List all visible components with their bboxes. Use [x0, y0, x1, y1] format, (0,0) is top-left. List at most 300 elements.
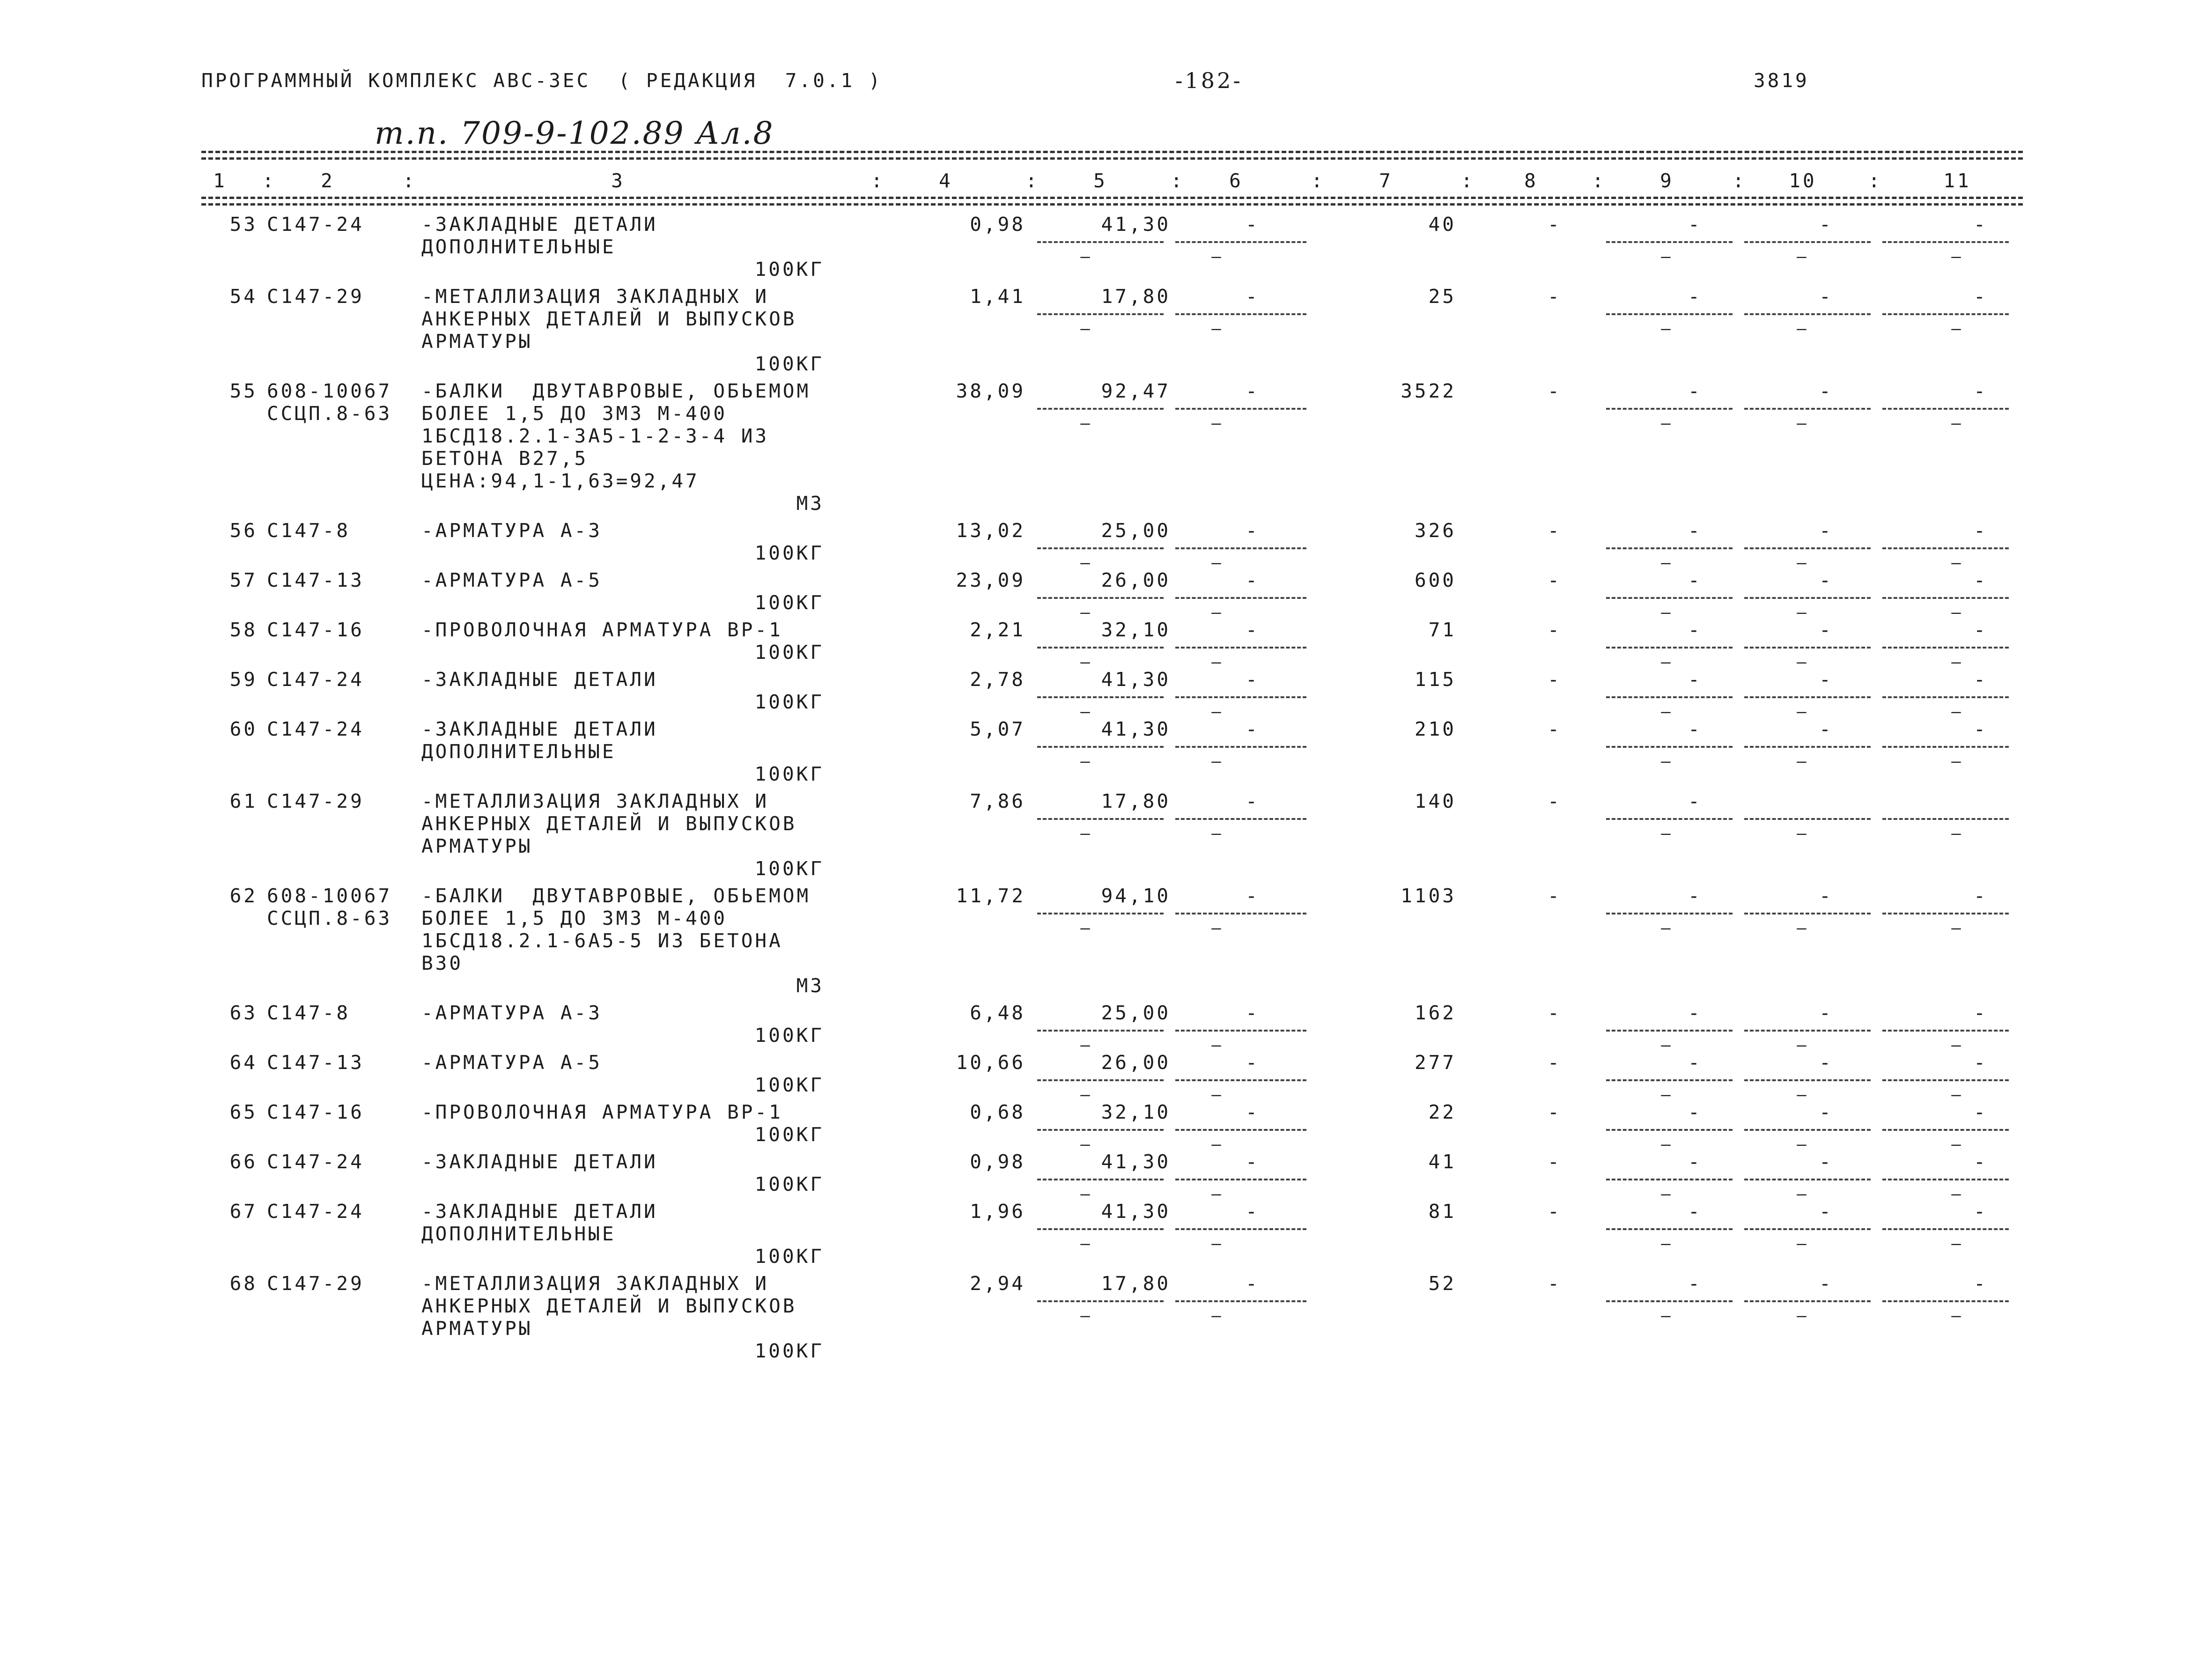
unit-of-measure: 100КГ	[754, 542, 824, 564]
unit-price: 41,30	[1101, 213, 1171, 236]
subtotal-dash-line	[1037, 597, 1164, 599]
subtotal-dash-line	[1606, 696, 1733, 698]
quantity: 0,98	[970, 1150, 1025, 1173]
column-6-value: -	[1246, 1101, 1260, 1123]
subtotal-dash-line	[1037, 913, 1164, 914]
empty-subvalue-mark: ‒	[1661, 1234, 1673, 1253]
empty-subvalue-mark: ‒	[1080, 603, 1092, 622]
column-8-value: -	[1548, 1272, 1562, 1295]
work-description: -ЗАКЛАДНЫЕ ДЕТАЛИ	[421, 1200, 658, 1223]
column-10-value: -	[1819, 519, 1833, 542]
empty-subvalue-mark: ‒	[1951, 653, 1963, 671]
column-header-7: 7	[1379, 170, 1393, 192]
column-9-value: -	[1688, 569, 1702, 591]
column-11-value: -	[1974, 285, 1988, 308]
total-cost: 52	[1428, 1272, 1456, 1295]
column-10-value: -	[1819, 1150, 1833, 1173]
column-header-9: 9	[1660, 170, 1674, 192]
subtotal-dash-line	[1037, 1030, 1164, 1032]
column-11-value: -	[1974, 885, 1988, 907]
work-description: ДОПОЛНИТЕЛЬНЫЕ	[421, 1223, 616, 1245]
empty-subvalue-mark: ‒	[1211, 702, 1224, 721]
column-10-value: -	[1819, 380, 1833, 402]
quantity: 13,02	[956, 519, 1025, 542]
total-cost: 162	[1414, 1002, 1456, 1024]
column-8-value: -	[1548, 569, 1562, 591]
rate-code: С147-8	[267, 1002, 351, 1024]
unit-price: 17,80	[1101, 1272, 1171, 1295]
rate-code: С147-8	[267, 519, 351, 542]
work-description: БОЛЕЕ 1,5 ДО 3М3 М-400	[421, 907, 728, 929]
unit-of-measure: 100КГ	[754, 1173, 824, 1195]
empty-subvalue-mark: ‒	[1661, 752, 1673, 771]
column-10-value: -	[1819, 668, 1833, 691]
work-description: -ЗАКЛАДНЫЕ ДЕТАЛИ	[421, 718, 658, 740]
empty-subvalue-mark: ‒	[1797, 653, 1809, 671]
column-11-value: -	[1974, 1150, 1988, 1173]
empty-subvalue-mark: ‒	[1797, 1036, 1809, 1054]
header-rule-top	[201, 151, 2023, 153]
empty-subvalue-mark: ‒	[1211, 247, 1224, 266]
subtotal-dash-line	[1882, 746, 2009, 748]
work-description: ДОПОЛНИТЕЛЬНЫЕ	[421, 236, 616, 258]
empty-subvalue-mark: ‒	[1951, 414, 1963, 433]
subtotal-dash-line	[1882, 547, 2009, 549]
total-cost: 25	[1428, 285, 1456, 308]
empty-subvalue-mark: ‒	[1211, 824, 1224, 843]
work-description: -МЕТАЛЛИЗАЦИЯ ЗАКЛАДНЫХ И	[421, 285, 769, 308]
column-8-value: -	[1548, 668, 1562, 691]
rate-code: 608-10067	[267, 380, 392, 402]
unit-price: 25,00	[1101, 1002, 1171, 1024]
quantity: 0,98	[970, 213, 1025, 236]
total-cost: 22	[1428, 1101, 1456, 1123]
empty-subvalue-mark: ‒	[1080, 414, 1092, 433]
unit-price: 17,80	[1101, 285, 1171, 308]
empty-subvalue-mark: ‒	[1211, 319, 1224, 338]
column-6-value: -	[1246, 718, 1260, 740]
row-number: 60	[229, 718, 258, 740]
column-8-value: -	[1548, 1002, 1562, 1024]
column-header-10: 10	[1789, 170, 1817, 192]
subtotal-dash-line	[1882, 913, 2009, 914]
column-9-value: -	[1688, 213, 1702, 236]
subtotal-dash-line	[1882, 1228, 2009, 1230]
unit-of-measure: 100КГ	[754, 1024, 824, 1047]
column-8-value: -	[1548, 380, 1562, 402]
column-11-value: -	[1974, 569, 1988, 591]
subtotal-dash-line	[1882, 1129, 2009, 1131]
column-11-value: -	[1974, 1002, 1988, 1024]
empty-subvalue-mark: ‒	[1797, 247, 1809, 266]
empty-subvalue-mark: ‒	[1797, 319, 1809, 338]
empty-subvalue-mark: ‒	[1797, 1306, 1809, 1325]
column-separator: :	[1311, 170, 1325, 192]
unit-price: 94,10	[1101, 885, 1171, 907]
quantity: 6,48	[970, 1002, 1025, 1024]
empty-subvalue-mark: ‒	[1211, 919, 1224, 937]
subtotal-dash-line	[1175, 746, 1306, 748]
work-description: 1БСД18.2.1-3А5-1-2-3-4 ИЗ	[421, 425, 769, 447]
work-description: ЦЕНА:94,1-1,63=92,47	[421, 470, 700, 492]
empty-subvalue-mark: ‒	[1080, 919, 1092, 937]
column-header-8: 8	[1524, 170, 1538, 192]
empty-subvalue-mark: ‒	[1951, 1135, 1963, 1154]
column-8-value: -	[1548, 1101, 1562, 1123]
program-title: ПРОГРАММНЫЙ КОМПЛЕКС АВС-3ЕС ( РЕДАКЦИЯ 7.0.1 )	[201, 69, 883, 92]
empty-subvalue-mark: ‒	[1661, 1135, 1673, 1154]
empty-subvalue-mark: ‒	[1211, 1234, 1224, 1253]
unit-of-measure: 100КГ	[754, 258, 824, 280]
column-9-value: -	[1688, 519, 1702, 542]
subtotal-dash-line	[1606, 408, 1733, 410]
column-separator: :	[403, 170, 417, 192]
sheet-number: 3819	[1754, 69, 1809, 92]
work-description: АРМАТУРЫ	[421, 835, 533, 857]
header-rule-bottom	[201, 197, 2023, 199]
subtotal-dash-line	[1606, 313, 1733, 315]
subtotal-dash-line	[1037, 1300, 1164, 1302]
empty-subvalue-mark: ‒	[1951, 603, 1963, 622]
rate-code: С147-16	[267, 1101, 364, 1123]
rate-code: С147-13	[267, 1051, 364, 1074]
column-8-value: -	[1548, 213, 1562, 236]
quantity: 0,68	[970, 1101, 1025, 1123]
row-number: 54	[229, 285, 258, 308]
page-number: -182-	[1175, 68, 1243, 93]
subtotal-dash-line	[1037, 1129, 1164, 1131]
empty-subvalue-mark: ‒	[1797, 702, 1809, 721]
column-6-value: -	[1246, 285, 1260, 308]
subtotal-dash-line	[1606, 1228, 1733, 1230]
unit-price: 41,30	[1101, 668, 1171, 691]
total-cost: 81	[1428, 1200, 1456, 1223]
rate-code: С147-29	[267, 285, 364, 308]
column-6-value: -	[1246, 1200, 1260, 1223]
unit-price: 17,80	[1101, 790, 1171, 812]
column-6-value: -	[1246, 885, 1260, 907]
empty-subvalue-mark: ‒	[1661, 1185, 1673, 1203]
subtotal-dash-line	[1037, 746, 1164, 748]
subtotal-dash-line	[1606, 1079, 1733, 1081]
empty-subvalue-mark: ‒	[1797, 1085, 1809, 1104]
subtotal-dash-line	[1037, 313, 1164, 315]
unit-of-measure: 100КГ	[754, 1245, 824, 1268]
column-10-value: -	[1819, 1051, 1833, 1074]
empty-subvalue-mark: ‒	[1080, 1085, 1092, 1104]
subtotal-dash-line	[1175, 696, 1306, 698]
subtotal-dash-line	[1882, 408, 2009, 410]
work-description: ДОПОЛНИТЕЛЬНЫЕ	[421, 740, 616, 763]
row-number: 59	[229, 668, 258, 691]
subtotal-dash-line	[1037, 1179, 1164, 1180]
subtotal-dash-line	[1744, 1129, 1871, 1131]
column-6-value: -	[1246, 668, 1260, 691]
rate-code: С147-29	[267, 1272, 364, 1295]
unit-price: 92,47	[1101, 380, 1171, 402]
unit-of-measure: М3	[796, 974, 824, 997]
row-number: 55	[229, 380, 258, 402]
empty-subvalue-mark: ‒	[1797, 1135, 1809, 1154]
empty-subvalue-mark: ‒	[1797, 1234, 1809, 1253]
rate-code: ССЦП.8-63	[267, 402, 392, 425]
empty-subvalue-mark: ‒	[1951, 1085, 1963, 1104]
total-cost: 3522	[1401, 380, 1456, 402]
row-number: 53	[229, 213, 258, 236]
empty-subvalue-mark: ‒	[1951, 319, 1963, 338]
row-number: 64	[229, 1051, 258, 1074]
empty-subvalue-mark: ‒	[1080, 553, 1092, 572]
subtotal-dash-line	[1606, 547, 1733, 549]
empty-subvalue-mark: ‒	[1661, 1306, 1673, 1325]
subtotal-dash-line	[1882, 818, 2009, 820]
column-8-value: -	[1548, 1200, 1562, 1223]
subtotal-dash-line	[1744, 241, 1871, 243]
work-description: -АРМАТУРА А-5	[421, 569, 602, 591]
column-11-value: -	[1974, 519, 1988, 542]
work-description: -МЕТАЛЛИЗАЦИЯ ЗАКЛАДНЫХ И	[421, 790, 769, 812]
subtotal-dash-line	[1175, 1228, 1306, 1230]
subtotal-dash-line	[1175, 1030, 1306, 1032]
subtotal-dash-line	[1882, 1300, 2009, 1302]
subtotal-dash-line	[1606, 647, 1733, 649]
column-6-value: -	[1246, 619, 1260, 641]
quantity: 7,86	[970, 790, 1025, 812]
empty-subvalue-mark: ‒	[1797, 414, 1809, 433]
column-6-value: -	[1246, 1002, 1260, 1024]
column-8-value: -	[1548, 1150, 1562, 1173]
unit-of-measure: 100КГ	[754, 857, 824, 880]
column-11-value: -	[1974, 668, 1988, 691]
subtotal-dash-line	[1744, 597, 1871, 599]
empty-subvalue-mark: ‒	[1211, 603, 1224, 622]
column-8-value: -	[1548, 619, 1562, 641]
column-6-value: -	[1246, 1272, 1260, 1295]
column-10-value: -	[1819, 213, 1833, 236]
subtotal-dash-line	[1882, 313, 2009, 315]
quantity: 11,72	[956, 885, 1025, 907]
column-9-value: -	[1688, 718, 1702, 740]
work-description: -ЗАКЛАДНЫЕ ДЕТАЛИ	[421, 1150, 658, 1173]
column-separator: :	[1592, 170, 1606, 192]
document-reference: т.п. 709-9-102.89 Ал.8	[375, 115, 774, 151]
column-10-value: -	[1819, 569, 1833, 591]
subtotal-dash-line	[1744, 1079, 1871, 1081]
subtotal-dash-line	[1175, 913, 1306, 914]
row-number: 56	[229, 519, 258, 542]
subtotal-dash-line	[1882, 1079, 2009, 1081]
empty-subvalue-mark: ‒	[1951, 1036, 1963, 1054]
row-number: 57	[229, 569, 258, 591]
unit-price: 32,10	[1101, 1101, 1171, 1123]
column-header-6: 6	[1229, 170, 1243, 192]
empty-subvalue-mark: ‒	[1951, 1306, 1963, 1325]
column-11-value: -	[1974, 1200, 1988, 1223]
subtotal-dash-line	[1882, 597, 2009, 599]
column-header-1: 1	[213, 170, 227, 192]
column-9-value: -	[1688, 885, 1702, 907]
unit-of-measure: 100КГ	[754, 641, 824, 664]
column-9-value: -	[1688, 1051, 1702, 1074]
subtotal-dash-line	[1744, 746, 1871, 748]
rate-code: 608-10067	[267, 885, 392, 907]
subtotal-dash-line	[1175, 547, 1306, 549]
column-9-value: -	[1688, 1272, 1702, 1295]
empty-subvalue-mark: ‒	[1797, 1185, 1809, 1203]
column-11-value: -	[1974, 380, 1988, 402]
column-6-value: -	[1246, 519, 1260, 542]
empty-subvalue-mark: ‒	[1080, 1185, 1092, 1203]
column-6-value: -	[1246, 213, 1260, 236]
work-description: АНКЕРНЫХ ДЕТАЛЕЙ И ВЫПУСКОВ	[421, 1295, 797, 1317]
rate-code: С147-29	[267, 790, 364, 812]
total-cost: 277	[1414, 1051, 1456, 1074]
subtotal-dash-line	[1175, 408, 1306, 410]
row-number: 68	[229, 1272, 258, 1295]
subtotal-dash-line	[1606, 1179, 1733, 1180]
rate-code: ССЦП.8-63	[267, 907, 392, 929]
empty-subvalue-mark: ‒	[1661, 702, 1673, 721]
unit-price: 26,00	[1101, 1051, 1171, 1074]
column-header-11: 11	[1943, 170, 1971, 192]
column-9-value: -	[1688, 1101, 1702, 1123]
subtotal-dash-line	[1606, 818, 1733, 820]
row-number: 65	[229, 1101, 258, 1123]
column-11-value: -	[1974, 213, 1988, 236]
empty-subvalue-mark: ‒	[1211, 414, 1224, 433]
column-10-value: -	[1819, 1200, 1833, 1223]
rate-code: С147-24	[267, 1150, 364, 1173]
subtotal-dash-line	[1882, 1030, 2009, 1032]
column-separator: :	[1868, 170, 1882, 192]
column-header-4: 4	[939, 170, 953, 192]
column-10-value: -	[1819, 1101, 1833, 1123]
empty-subvalue-mark: ‒	[1797, 752, 1809, 771]
rate-code: С147-16	[267, 619, 364, 641]
empty-subvalue-mark: ‒	[1661, 1085, 1673, 1104]
column-separator: :	[1461, 170, 1475, 192]
header-rule-bottom-2	[201, 203, 2023, 206]
row-number: 61	[229, 790, 258, 812]
quantity: 2,78	[970, 668, 1025, 691]
header-rule-top-2	[201, 157, 2023, 160]
subtotal-dash-line	[1175, 818, 1306, 820]
work-description: -ПРОВОЛОЧНАЯ АРМАТУРА ВР-1	[421, 619, 783, 641]
total-cost: 1103	[1401, 885, 1456, 907]
work-description: В30	[421, 952, 464, 974]
empty-subvalue-mark: ‒	[1951, 702, 1963, 721]
quantity: 10,66	[956, 1051, 1025, 1074]
empty-subvalue-mark: ‒	[1797, 919, 1809, 937]
column-header-5: 5	[1093, 170, 1107, 192]
work-description: -АРМАТУРА А-3	[421, 1002, 602, 1024]
subtotal-dash-line	[1744, 1300, 1871, 1302]
column-10-value: -	[1819, 1272, 1833, 1295]
empty-subvalue-mark: ‒	[1080, 1234, 1092, 1253]
subtotal-dash-line	[1744, 1030, 1871, 1032]
subtotal-dash-line	[1606, 1030, 1733, 1032]
empty-subvalue-mark: ‒	[1951, 919, 1963, 937]
unit-of-measure: 100КГ	[754, 353, 824, 375]
empty-subvalue-mark: ‒	[1661, 247, 1673, 266]
column-9-value: -	[1688, 380, 1702, 402]
subtotal-dash-line	[1606, 597, 1733, 599]
subtotal-dash-line	[1175, 597, 1306, 599]
unit-of-measure: 100КГ	[754, 691, 824, 713]
column-10-value: -	[1819, 885, 1833, 907]
column-10-value: -	[1819, 1002, 1833, 1024]
empty-subvalue-mark: ‒	[1080, 319, 1092, 338]
unit-of-measure: 100КГ	[754, 1123, 824, 1146]
subtotal-dash-line	[1175, 1300, 1306, 1302]
row-number: 62	[229, 885, 258, 907]
column-10-value: -	[1819, 718, 1833, 740]
total-cost: 600	[1414, 569, 1456, 591]
column-8-value: -	[1548, 285, 1562, 308]
column-6-value: -	[1246, 1051, 1260, 1074]
unit-of-measure: 100КГ	[754, 1074, 824, 1096]
work-description: АНКЕРНЫХ ДЕТАЛЕЙ И ВЫПУСКОВ	[421, 812, 797, 835]
empty-subvalue-mark: ‒	[1797, 603, 1809, 622]
column-separator: :	[1171, 170, 1185, 192]
unit-of-measure: 100КГ	[754, 763, 824, 785]
subtotal-dash-line	[1175, 1179, 1306, 1180]
subtotal-dash-line	[1744, 818, 1871, 820]
subtotal-dash-line	[1606, 1129, 1733, 1131]
empty-subvalue-mark: ‒	[1211, 1306, 1224, 1325]
column-8-value: -	[1548, 519, 1562, 542]
column-8-value: -	[1548, 885, 1562, 907]
unit-price: 25,00	[1101, 519, 1171, 542]
empty-subvalue-mark: ‒	[1211, 553, 1224, 572]
subtotal-dash-line	[1037, 408, 1164, 410]
empty-subvalue-mark: ‒	[1951, 1234, 1963, 1253]
work-description: -ЗАКЛАДНЫЕ ДЕТАЛИ	[421, 668, 658, 691]
work-description: АНКЕРНЫХ ДЕТАЛЕЙ И ВЫПУСКОВ	[421, 308, 797, 330]
empty-subvalue-mark: ‒	[1661, 919, 1673, 937]
work-description: -БАЛКИ ДВУТАВРОВЫЕ, ОБЬЕМОМ	[421, 380, 811, 402]
empty-subvalue-mark: ‒	[1661, 553, 1673, 572]
total-cost: 210	[1414, 718, 1456, 740]
quantity: 23,09	[956, 569, 1025, 591]
empty-subvalue-mark: ‒	[1951, 752, 1963, 771]
column-9-value: -	[1688, 619, 1702, 641]
unit-of-measure: М3	[796, 492, 824, 515]
column-separator: :	[1733, 170, 1747, 192]
empty-subvalue-mark: ‒	[1661, 1036, 1673, 1054]
empty-subvalue-mark: ‒	[1661, 653, 1673, 671]
column-6-value: -	[1246, 380, 1260, 402]
row-number: 58	[229, 619, 258, 641]
subtotal-dash-line	[1606, 241, 1733, 243]
rate-code: С147-24	[267, 668, 364, 691]
quantity: 38,09	[956, 380, 1025, 402]
column-11-value: -	[1974, 1051, 1988, 1074]
subtotal-dash-line	[1037, 241, 1164, 243]
work-description: 1БСД18.2.1-6А5-5 ИЗ БЕТОНА	[421, 929, 783, 952]
empty-subvalue-mark: ‒	[1797, 824, 1809, 843]
subtotal-dash-line	[1175, 647, 1306, 649]
column-8-value: -	[1548, 718, 1562, 740]
empty-subvalue-mark: ‒	[1211, 653, 1224, 671]
total-cost: 115	[1414, 668, 1456, 691]
subtotal-dash-line	[1882, 241, 2009, 243]
empty-subvalue-mark: ‒	[1080, 653, 1092, 671]
column-9-value: -	[1688, 1002, 1702, 1024]
empty-subvalue-mark: ‒	[1211, 1036, 1224, 1054]
column-9-value: -	[1688, 790, 1702, 812]
subtotal-dash-line	[1882, 1179, 2009, 1180]
